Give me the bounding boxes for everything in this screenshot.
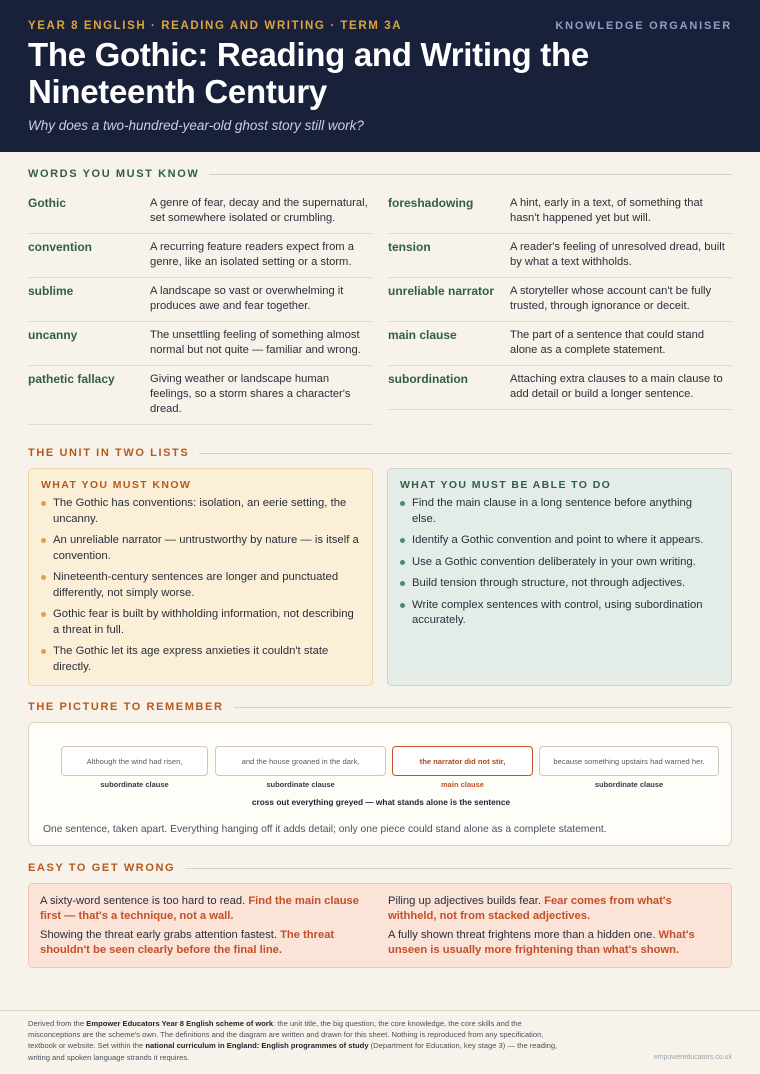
list-item: Nineteenth-century sentences are longer and punctuated differently, not simply worse. [41,570,360,601]
heading-rule [199,453,732,454]
vocab-row [28,278,373,322]
vocab-definition: The unsettling feeling of something almost normal but not quite — familiar and wrong. [150,329,361,356]
misconception-item [40,894,375,924]
lists-section-heading [28,446,732,460]
misconceptions-box [28,883,732,968]
vocab-term: main clause [388,328,457,342]
document-type-label: KNOWLEDGE ORGANISER [555,20,732,32]
clause-box-subordinate: and the house groaned in the dark, [215,746,386,776]
vocab-term: pathetic fallacy [28,372,115,386]
vocab-definition: Giving weather or landscape human feelings, so a storm shares a character's dread. [150,373,351,415]
page-header [0,0,760,152]
clause-label: subordinate clause [594,780,664,789]
misconception-text: A sixty-word sentence is too hard to read. [40,895,246,907]
vocab-row [388,322,733,366]
vocab-term: convention [28,240,93,254]
heading-rule [234,707,733,708]
vocab-row [388,190,733,234]
must-know-list [41,496,360,675]
misconception-text: A fully shown threat frightens more than a hidden one. [388,929,656,941]
source-note [28,1018,568,1063]
big-question: Why does a two-hundred-year-old ghost story still work? [28,118,364,133]
picture-heading-text: THE PICTURE TO REMEMBER [28,701,224,713]
misconception-text: Piling up adjectives builds fear. [388,895,541,907]
list-item: Find the main clause in a long sentence before anything else. [400,496,719,527]
misconception-item [388,928,723,958]
vocab-term: foreshadowing [388,196,474,210]
vocab-row [28,322,373,366]
vocab-term: tension [388,240,431,254]
vocab-heading-text: WORDS YOU MUST KNOW [28,168,200,180]
list-item: Identify a Gothic convention and point to where it appears. [400,533,719,549]
misconception-fix: What's unseen is usually more frightening than what's shown. [388,929,695,956]
misconception-item [40,928,375,958]
misconception-fix: Find the main clause first — that's a technique, not a wall. [40,895,359,922]
must-do-list [400,496,719,629]
misconception-item [388,894,723,924]
vocab-term: sublime [28,284,74,298]
vocab-term: unreliable narrator [388,284,495,298]
must-do-box [387,468,732,686]
clause-box-subordinate: Although the wind had risen, [61,746,208,776]
vocab-term: subordination [388,372,468,386]
misconception-fix: The threat shouldn't be seen clearly before the final line. [40,929,335,956]
wrong-heading-text: EASY TO GET WRONG [28,862,176,874]
misconception-text: Showing the threat early grabs attention fastest. [40,929,277,941]
clause-box-main: the narrator did not stir, [392,746,533,776]
vocab-row [388,366,733,410]
clause-label-main: main clause [441,780,484,789]
vocab-definition: Attaching extra clauses to a main clause to add detail or build a longer sentence. [510,373,723,400]
vocab-definition: A landscape so vast or overwhelming it produces awe and fear together. [150,285,344,312]
must-do-title: WHAT YOU MUST BE ABLE TO DO [400,479,612,491]
list-item: The Gothic has conventions: isolation, an eerie setting, the uncanny. [41,496,360,527]
vocab-row [28,366,373,425]
diagram-caption: One sentence, taken apart. Everything hanging off it adds detail; only one piece could stand alone as a complete statement. [43,824,607,835]
vocab-definition: A recurring feature readers expect from a genre, like an isolated setting or a storm. [150,241,354,268]
vocab-definition: A genre of fear, decay and the supernatural, set somewhere isolated or crumbling. [150,197,368,224]
diagram-instruction: cross out everything greyed — what stands alone is the sentence [251,797,511,807]
vocab-column-left [28,190,373,425]
source-text: Derived from the [28,1019,87,1028]
vocab-term: Gothic [28,196,66,210]
clause-box-subordinate: because something upstairs had warned her. [539,746,719,776]
vocab-definition: The part of a sentence that could stand alone as a complete statement. [510,329,705,356]
clause-label: subordinate clause [266,780,335,789]
list-item: Build tension through structure, not through adjectives. [400,576,719,592]
picture-section-heading [28,700,732,714]
vocab-section-heading [28,167,732,181]
heading-rule [209,174,732,175]
list-item: Gothic fear is built by withholding information, not describing a threat in full. [41,607,360,638]
must-know-title: WHAT YOU MUST KNOW [41,479,192,491]
vocab-column-right [388,190,733,410]
clause-label: subordinate clause [100,780,169,789]
vocab-row [388,278,733,322]
lists-heading-text: THE UNIT IN TWO LISTS [28,447,190,459]
misconception-fix: Fear comes from what's withheld, not from stacked adjectives. [388,895,672,922]
list-item: The Gothic let its age express anxieties it couldn't state directly. [41,644,360,675]
vocab-row [388,234,733,278]
website-url: empowereducators.co.uk [653,1054,732,1061]
source-text: : the unit title, the big question, the core knowledge, the core skills and the misconceptions are the scheme's own. The definitions and the diagram are written and drawn for this sheet. Nothing is reproduced from any specification, textbook or website. Set within the [28,1019,544,1051]
source-text: (Department for Education, key stage 3) — the reading, writing and spoken language strands it requires. [28,1041,558,1062]
footer-divider [0,1010,760,1011]
vocab-row [28,190,373,234]
heading-rule [185,868,732,869]
vocab-definition: A reader's feeling of unresolved dread, built by what a text withholds. [510,241,725,268]
source-scheme-name: Empower Educators Year 8 English scheme of work [86,1019,274,1028]
vocab-definition: A storyteller whose account can't be fully trusted, through ignorance or deceit. [510,285,712,312]
list-item: Write complex sentences with control, using subordination accurately. [400,598,719,629]
list-item: Use a Gothic convention deliberately in your own writing. [400,555,719,571]
vocab-definition: A hint, early in a text, of something that hasn't happened yet but will. [510,197,703,224]
vocab-row [28,234,373,278]
must-know-box [28,468,373,686]
list-item: An unreliable narrator — untrustworthy by nature — is itself a convention. [41,533,360,564]
vocab-term: uncanny [28,328,78,342]
course-eyebrow: YEAR 8 ENGLISH · READING AND WRITING · TERM 3A [28,20,403,32]
wrong-section-heading [28,861,732,875]
sentence-diagram [28,722,732,846]
source-curriculum-name: national curriculum in England: English programmes of study [145,1041,369,1051]
page-title: The Gothic: Reading and Writing the Nineteenth Century [28,36,589,110]
